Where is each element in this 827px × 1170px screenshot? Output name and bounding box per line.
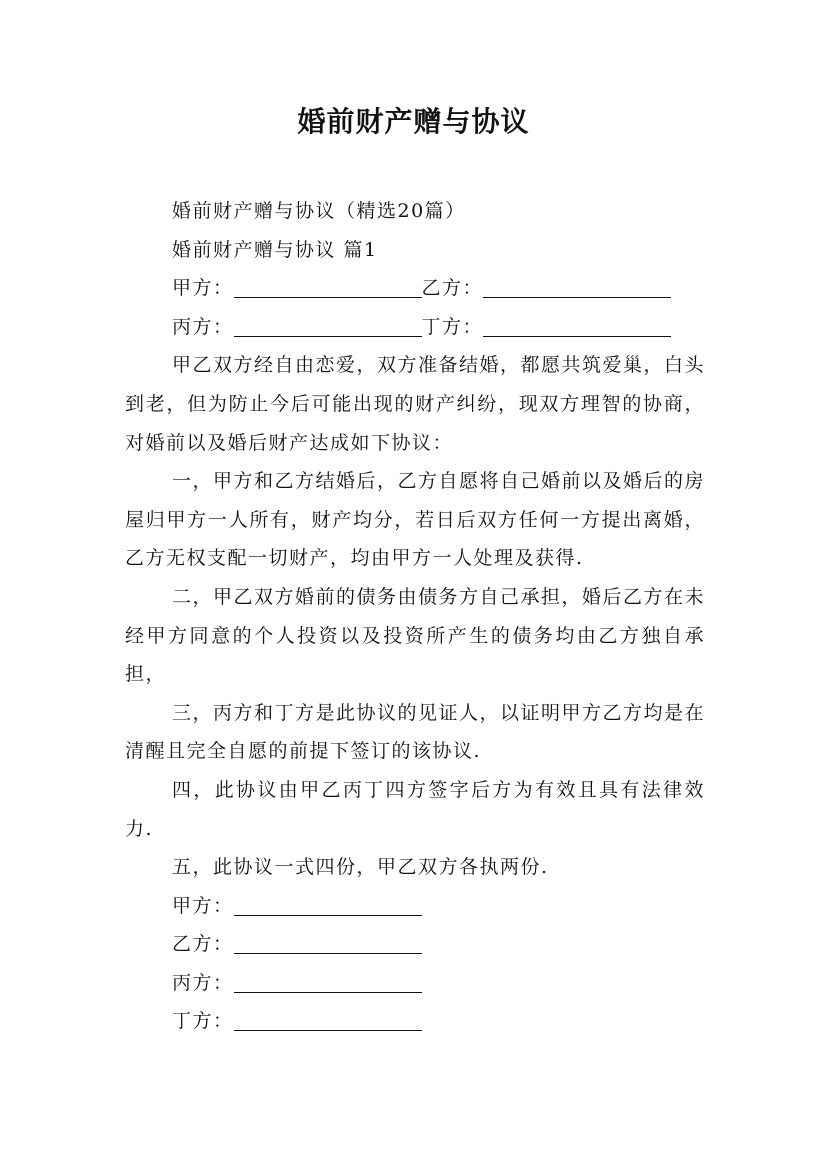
signature-b-label: 乙方： [172, 933, 234, 956]
signature-line-b [125, 925, 705, 964]
document-body [125, 192, 705, 1041]
signature-b-blank [234, 929, 422, 954]
paragraph-clause-1: 一，甲方和乙方结婚后，乙方自愿将自己婚前以及婚后的房屋归甲方一人所有，财产均分，若日后双方任何一方提出离婚，乙方无权支配一切财产，均由甲方一人处理及获得. [125, 470, 706, 570]
signature-d-label: 丁方： [172, 1010, 234, 1033]
signature-a-blank [234, 891, 422, 916]
party-c-blank [234, 312, 422, 337]
party-row-2 [125, 308, 705, 347]
party-row-1 [125, 269, 705, 308]
signature-c-blank [234, 968, 422, 993]
party-a-label: 甲方： [172, 277, 234, 300]
section-heading: 婚前财产赠与协议 篇1 [172, 238, 378, 261]
party-d-blank [483, 312, 671, 337]
signature-c-label: 丙方： [172, 971, 234, 994]
party-a-blank [234, 273, 422, 298]
paragraph-clause-5: 五，此协议一式四份，甲乙双方各执两份. [172, 856, 549, 879]
subtitle: 婚前财产赠与协议（精选20篇） [172, 200, 466, 222]
signature-line-a [125, 887, 705, 926]
document-title: 婚前财产赠与协议 [297, 105, 530, 138]
signature-line-c [125, 964, 705, 1003]
paragraph-clause-3: 三，丙方和丁方是此协议的见证人，以证明甲方乙方均是在清醒且完全自愿的前提下签订的该协议. [125, 701, 706, 763]
signature-a-label: 甲方： [172, 894, 234, 917]
paragraph-clause-2: 二，甲乙双方婚前的债务由债务方自己承担，婚后乙方在未经甲方同意的个人投资以及投资所产生的债务均由乙方独自承担， [125, 585, 706, 686]
signature-line-d [125, 1002, 705, 1041]
party-c-label: 丙方： [172, 315, 234, 338]
paragraph-clause-4: 四，此协议由甲乙丙丁四方签字后方为有效且具有法律效力. [125, 778, 705, 840]
signature-d-blank [234, 1006, 422, 1031]
party-b-blank [483, 273, 671, 298]
paragraph-intro: 甲乙双方经自由恋爱，双方准备结婚，都愿共筑爱巢，白头到老，但为防止今后可能出现的财产纠纷，现双方理智的协商，对婚前以及婚后财产达成如下协议： [125, 354, 706, 454]
party-d-label: 丁方： [421, 315, 484, 338]
party-b-label: 乙方： [421, 277, 484, 300]
